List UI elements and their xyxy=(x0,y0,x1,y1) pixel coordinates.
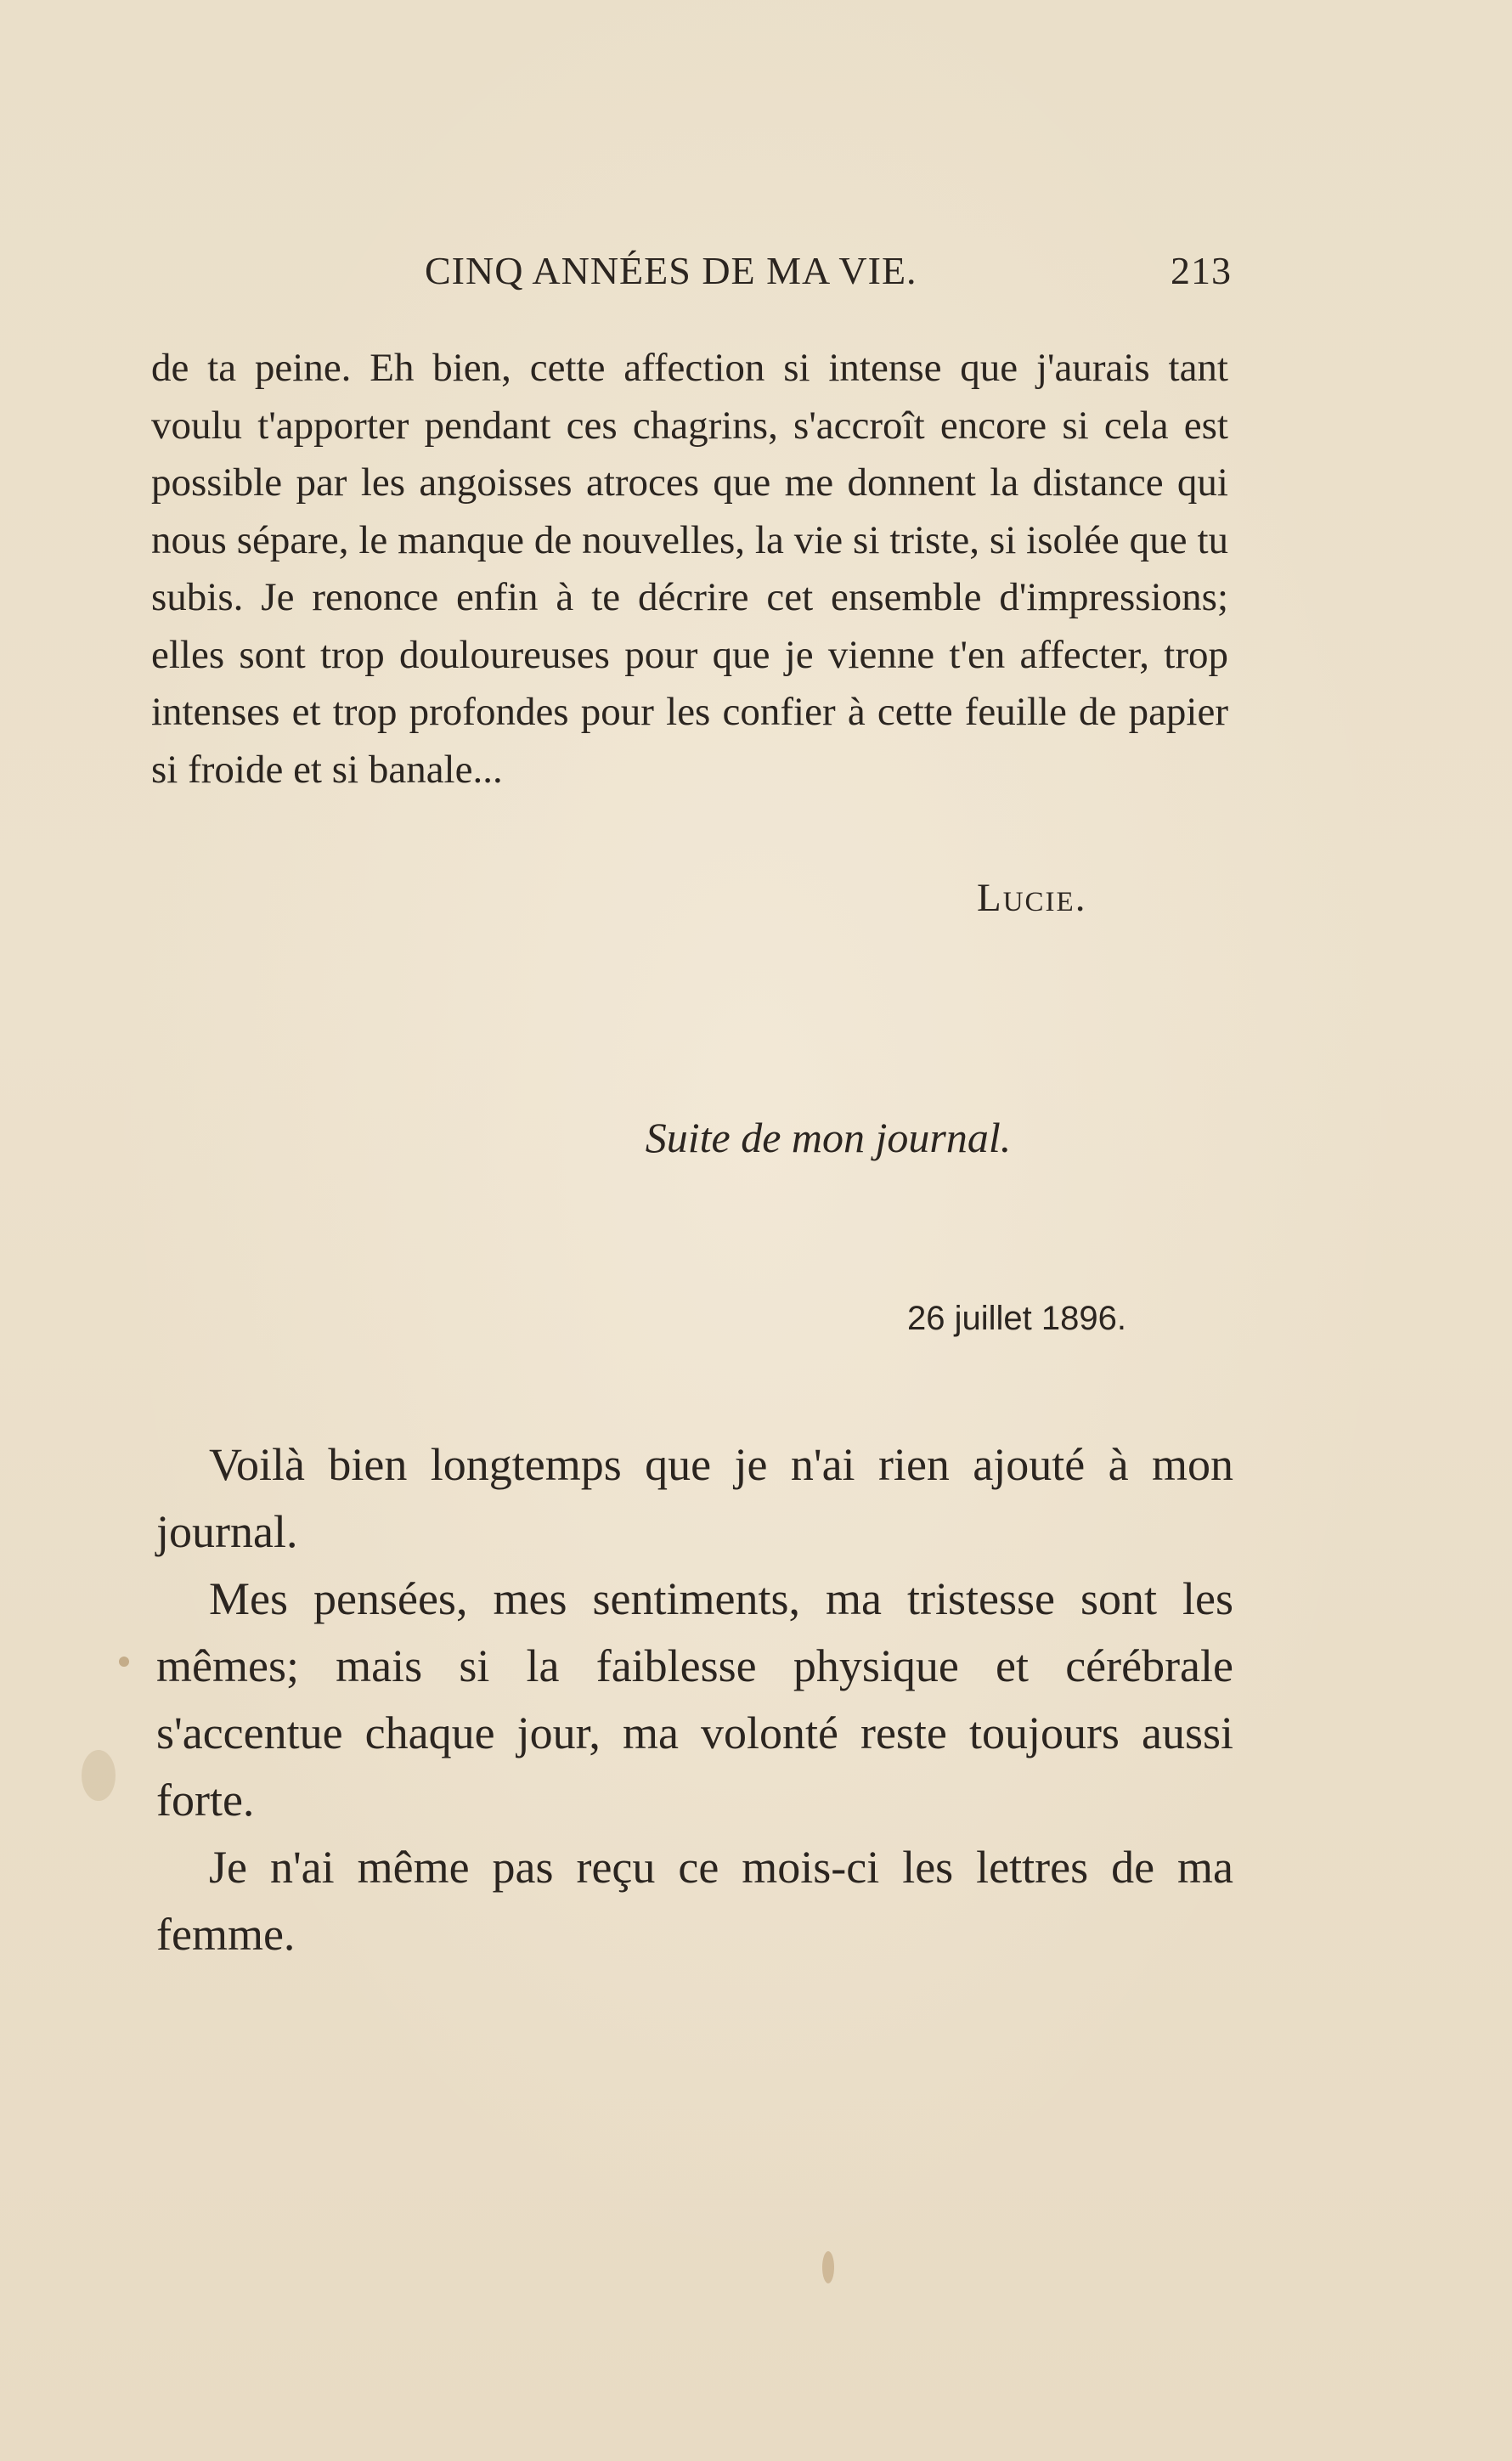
paper-stain xyxy=(82,1750,116,1801)
journal-paragraph: Voilà bien longtemps que je n'ai rien ajouté à mon journal. xyxy=(156,1439,1233,1557)
entry-date: 26 juillet 1896. xyxy=(907,1300,1126,1337)
letter-signature: Lucie. xyxy=(977,876,1087,920)
paper-stain xyxy=(119,1657,129,1667)
journal-entry xyxy=(156,1431,1233,1968)
running-title: CINQ ANNÉES DE MA VIE. xyxy=(425,249,917,292)
page-number: 213 xyxy=(1171,249,1232,292)
paper-stain xyxy=(822,2251,834,2283)
section-heading: Suite de mon journal. xyxy=(645,1114,1012,1161)
journal-paragraph: Mes pensées, mes sentiments, ma tristesse sont les mêmes; mais si la faiblesse physique et cérébrale s'accentue chaque jour, ma volonté reste toujours aussi forte. xyxy=(156,1573,1233,1826)
journal-paragraph: Je n'ai même pas reçu ce mois-ci les lettres de ma femme. xyxy=(156,1842,1233,1960)
letter-text: de ta peine. Eh bien, cette affection si intense que j'aurais tant voulu t'apporter pendant ces chagrins, s'accroît encore si cela est possible par les angoisses atroces que me donnent la distance qui nous sépare, le manque de nouvelles, la vie si triste, si isolée que tu subis. Je renonce enfin à te décrire cet ensemble d'impressions; elles sont trop douloureuses pour que je vienne t'en affecter, trop intenses et trop profondes pour les confier à cette feuille de papier si froide et si banale... xyxy=(151,346,1228,792)
running-header xyxy=(425,248,1232,302)
